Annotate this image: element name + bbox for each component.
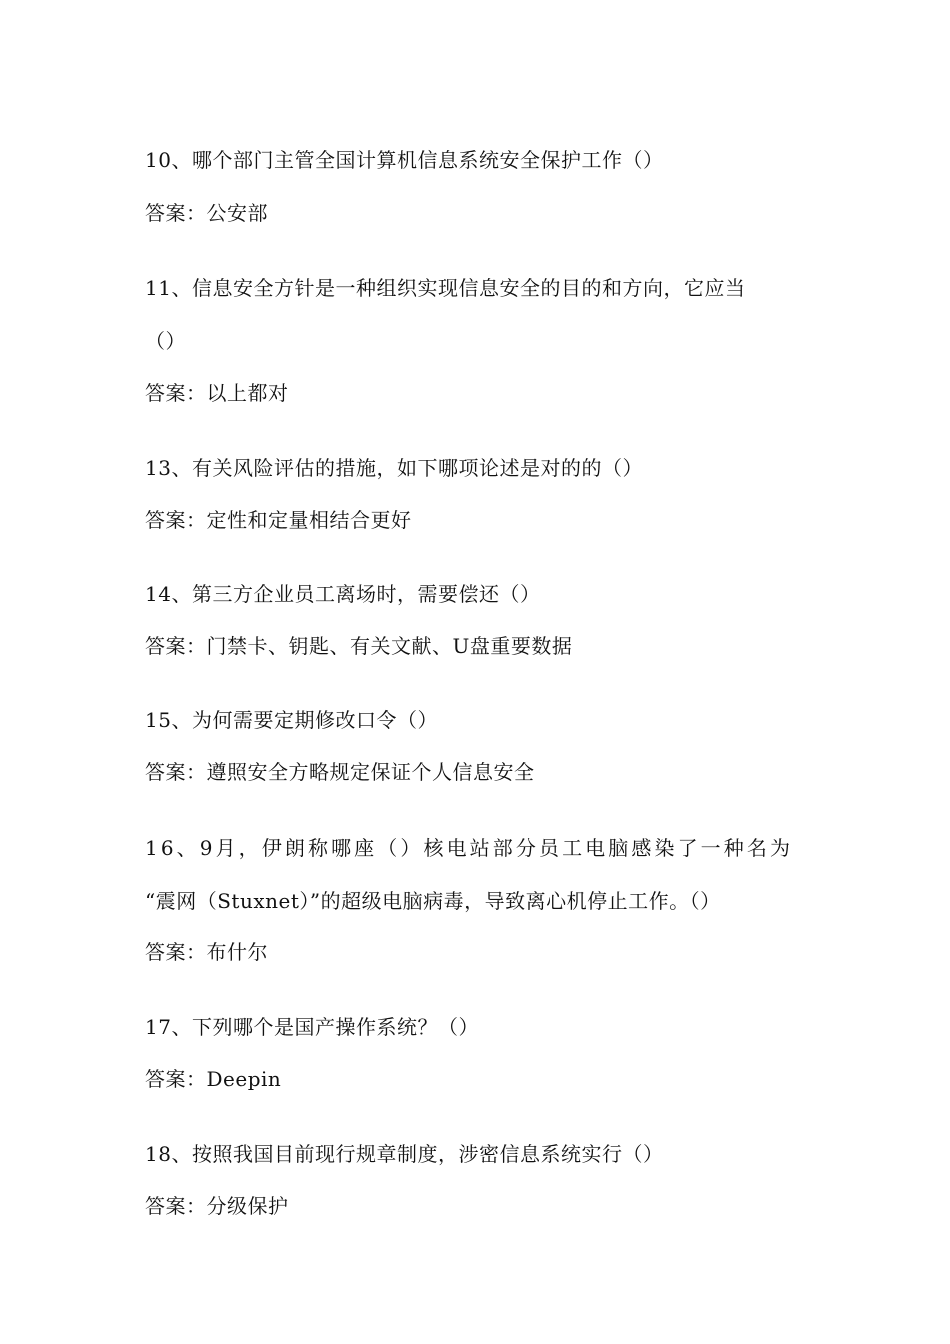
answer-13: 答案：定性和定量相结合更好 (145, 508, 412, 532)
question-16-line-2: “震网（Stuxnet）”的超级电脑病毒，导致离心机停止工作。（） (145, 889, 721, 913)
answer-14: 答案：门禁卡、钥匙、有关文献、U盘重要数据 (145, 634, 573, 658)
question-11-line-1: 11、信息安全方针是一种组织实现信息安全的目的和方向，它应当 (145, 276, 746, 300)
answer-11: 答案：以上都对 (145, 381, 289, 405)
answer-17: 答案：Deepin (145, 1067, 282, 1091)
answer-15: 答案：遵照安全方略规定保证个人信息安全 (145, 760, 535, 784)
answer-16: 答案：布什尔 (145, 940, 268, 964)
question-10: 10、哪个部门主管全国计算机信息系统安全保护工作（） (145, 148, 664, 172)
question-15: 15、为何需要定期修改口令（） (145, 708, 438, 732)
question-13: 13、有关风险评估的措施，如下哪项论述是对的的（） (145, 456, 643, 480)
question-18: 18、按照我国目前现行规章制度，涉密信息系统实行（） (145, 1142, 664, 1166)
question-16-line-1: 16、9月，伊朗称哪座（）核电站部分员工电脑感染了一种名为 (145, 836, 794, 860)
answer-18: 答案：分级保护 (145, 1194, 289, 1218)
question-17: 17、下列哪个是国产操作系统？（） (145, 1015, 479, 1039)
answer-10: 答案：公安部 (145, 201, 268, 225)
question-11-line-2: （） (145, 329, 186, 353)
question-14: 14、第三方企业员工离场时，需要偿还（） (145, 582, 541, 606)
